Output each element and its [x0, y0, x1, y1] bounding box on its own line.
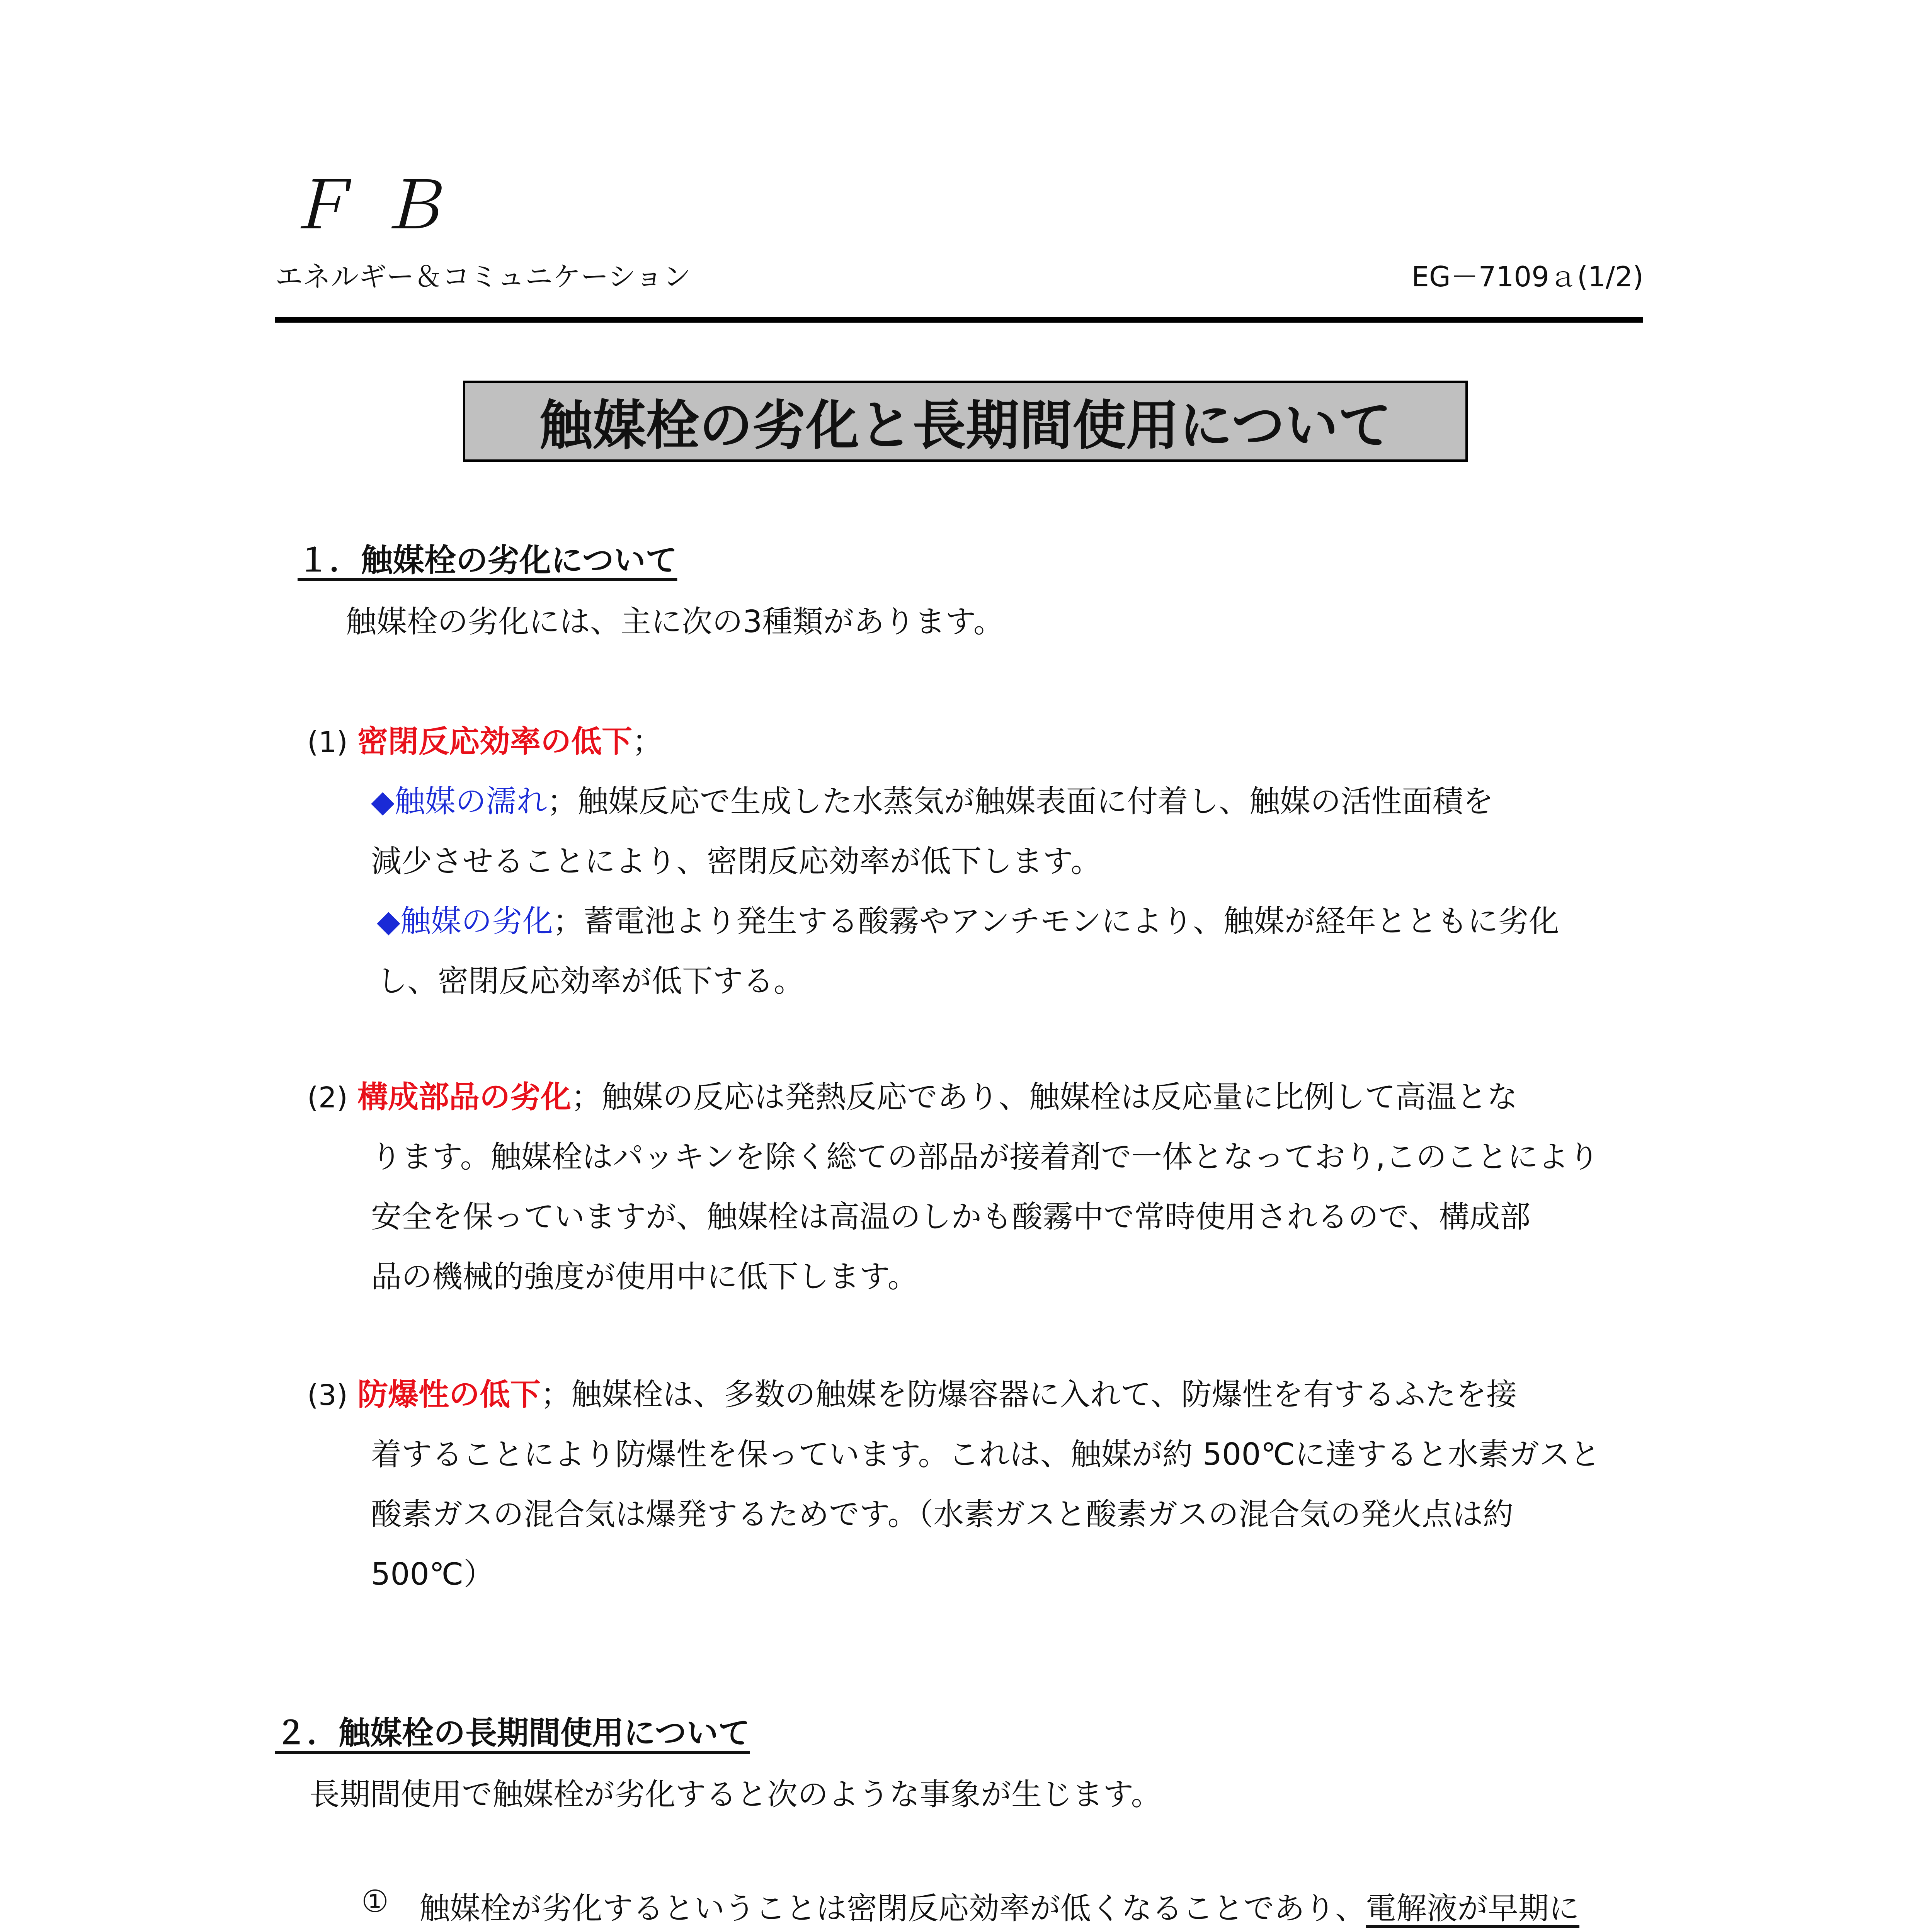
- header-rule: [275, 317, 1643, 323]
- section1-item2: [307, 1072, 1518, 1116]
- sub1-label: ◆触媒の濡れ: [371, 784, 547, 819]
- section1-item1: [307, 717, 663, 761]
- document-title: 触媒栓の劣化と長期間使用について: [539, 395, 1392, 457]
- item3-line2: 着することにより防爆性を保っています。これは、触媒が約 500℃に達すると水素ガスと: [371, 1437, 1601, 1472]
- section1-heading: １．触媒栓の劣化について: [298, 542, 677, 579]
- text: 触媒栓が劣化するということは密閉反応効率が低くなることであり、: [419, 1891, 1366, 1926]
- document-number: EG－7109ａ(1/2): [1411, 260, 1644, 293]
- item-label: 構成部品の劣化: [357, 1079, 571, 1115]
- sub1-line1: [371, 777, 1494, 821]
- item-label: 密閉反応効率の低下: [357, 724, 632, 759]
- item-number: (1): [307, 726, 348, 759]
- document-title-box: [463, 381, 1468, 462]
- department-label: エネルギー＆コミュニケーション: [275, 260, 691, 293]
- underlined-text: 電解液が早期に: [1366, 1891, 1579, 1926]
- item2-line4: 品の機械的強度が使用中に低下します。: [371, 1259, 918, 1294]
- sub1-line2: 減少させることにより、密閉反応効率が低下します。: [371, 844, 1101, 879]
- item2-line2: ります。触媒栓はパッキンを除く総ての部品が接着剤で一体となっており,このことにより: [371, 1139, 1600, 1175]
- item-number: (2): [307, 1081, 348, 1114]
- item3-line4: 500℃）: [371, 1556, 494, 1592]
- item-number: (3): [307, 1379, 348, 1412]
- section1-item3: [307, 1370, 1517, 1414]
- sub2-label: ◆触媒の劣化: [377, 903, 553, 939]
- section2-intro: 長期間使用で触媒栓が劣化すると次のような事象が生じます。: [309, 1777, 1162, 1812]
- section2-item1-number: ①: [361, 1884, 389, 1919]
- company-logo: ＦＢ: [286, 168, 472, 244]
- sub2-text: ；蓄電池より発生する酸霧やアンチモンにより、触媒が経年とともに劣化: [553, 903, 1559, 939]
- item-label: 防爆性の低下: [357, 1377, 541, 1412]
- item-separator: ；: [632, 724, 663, 759]
- sub1-text: ；触媒反応で生成した水蒸気が触媒表面に付着し、触媒の活性面積を: [547, 784, 1494, 819]
- item-text: ；触媒栓は、多数の触媒を防爆容器に入れて、防爆性を有するふたを接: [540, 1377, 1517, 1412]
- item2-line3: 安全を保っていますが、触媒栓は高温のしかも酸霧中で常時使用されるので、構成部: [371, 1199, 1531, 1235]
- s2-item1-line1: [419, 1884, 1579, 1928]
- item-text: ；触媒の反応は発熱反応であり、触媒栓は反応量に比例して高温とな: [571, 1079, 1518, 1115]
- sub2-line1: [377, 896, 1559, 940]
- section1-intro: 触媒栓の劣化には、主に次の3種類があります。: [346, 604, 1004, 639]
- section2-heading: ２．触媒栓の長期間使用について: [275, 1715, 750, 1752]
- sub2-line2: し、密閉反応効率が低下する。: [377, 963, 804, 999]
- item3-line3: 酸素ガスの混合気は爆発するためです。（水素ガスと酸素ガスの混合気の発火点は約: [371, 1497, 1514, 1532]
